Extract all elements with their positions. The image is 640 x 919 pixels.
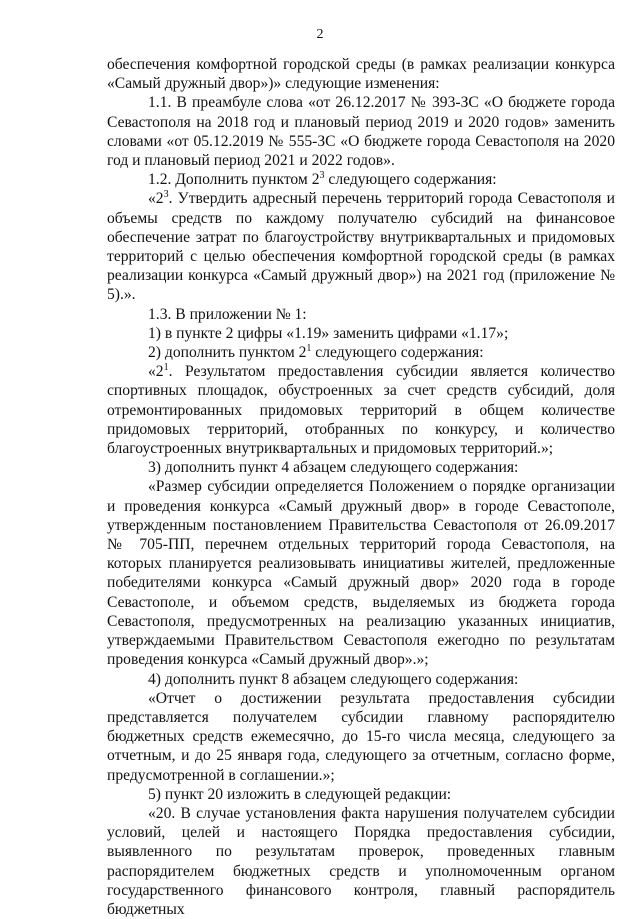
paragraph-1-3: 1.3. В приложении № 1:	[148, 305, 307, 323]
paragraph-text: «2	[148, 363, 164, 381]
paragraph-text: . Утвердить адресный перечень территорий города Севастополя и объемы средств по каждому получателю субсидий на финансовое обеспечение затрат по благоустройству внутриквартальных и придомовых территорий с целью обеспечения комфортной городской среды (в рамках реализации конкурса «Самый дружный двор») на 2021 год (приложение № 5).».	[107, 190, 615, 304]
superscript: 1	[163, 362, 169, 374]
paragraph-text: следующего содержания:	[324, 171, 497, 189]
superscript: 1	[306, 343, 312, 355]
superscript: 3	[163, 189, 169, 201]
paragraph-text: следующего содержания:	[311, 344, 484, 362]
paragraph-text: . Результатом предоставления субсидии является количество спортивных площадок, обустроенных за счет средств субсидий, доля отремонтированных придомовых территорий в общем количестве придомовых территорий, отобранных по конкурсу, и количество благоустроенных внутриквартальных и придомовых территорий.»;	[107, 363, 615, 458]
list-item-3: 3) дополнить пункт 4 абзацем следующего содержания:	[148, 459, 519, 477]
paragraph-quote-2-1	[107, 362, 615, 458]
paragraph-text: 1.2. Дополнить пунктом 2	[148, 171, 320, 189]
paragraph-text: «2	[148, 190, 164, 208]
superscript: 3	[319, 170, 325, 182]
list-item-2	[107, 343, 615, 362]
list-item-4: 4) дополнить пункт 8 абзацем следующего содержания:	[148, 670, 519, 688]
paragraph-intro: обеспечения комфортной городской среды (в рамках реализации конкурса «Самый дружный двор»)» следующие изменения:	[107, 56, 615, 93]
paragraph-text: 2) дополнить пунктом 2	[148, 344, 307, 362]
paragraph-quote-2-3	[107, 189, 615, 304]
paragraph-quote-20: «20. В случае установления факта нарушения получателем субсидии условий, целей и настоящего Порядка предоставления субсидии, выявленного по результатам проверок, проведенных главным распорядителем бюджетных средств и уполномоченным органом государственного финансового контроля, главный распорядитель бюджетных	[107, 804, 615, 918]
list-item-1: 1) в пункте 2 цифры «1.19» заменить цифрами «1.17»;	[148, 324, 509, 342]
paragraph-quote-subsidy-size: «Размер субсидии определяется Положением о порядке организации и проведения конкурса «Самый дружный двор» в городе Севастополе, утвержденным постановлением Правительства Севастополя от 26.09.2017 № 705-ПП, перечнем отдельных территорий города Севастополя, на которых планируется реализовывать инициативы жителей, предложенные победителями конкурса «Самый дружный двор» 2020 года в городе Севастополе, и объемом средств, выделяемых из бюджета города Севастополя, предусмотренных на реализацию указанных инициатив, утверждаемыми Правительством Севастополя ежегодно по результатам проведения конкурса «Самый дружный двор».»;	[107, 478, 615, 669]
list-item-5: 5) пункт 20 изложить в следующей редакции:	[148, 785, 452, 803]
paragraph-1-2	[107, 170, 615, 189]
paragraph-quote-report: «Отчет о достижении результата предоставления субсидии представляется получателем субсидии главному распорядителю бюджетных средств ежемесячно, до 15-го числа месяца, следующего за отчетным, и до 25 января года, следующего за отчетным, согласно форме, предусмотренной в соглашении.»;	[107, 689, 615, 784]
paragraph-1-1: 1.1. В преамбуле слова «от 26.12.2017 № 393-ЗС «О бюджете города Севастополя на 2018 год и плановый период 2019 и 2020 годов» заменить словами «от 05.12.2019 № 555-ЗС «О бюджете города Севастополя на 2020 год и плановый период 2021 и 2022 годов».	[107, 94, 615, 170]
page-number: 2	[316, 27, 324, 42]
document-body	[107, 55, 615, 919]
